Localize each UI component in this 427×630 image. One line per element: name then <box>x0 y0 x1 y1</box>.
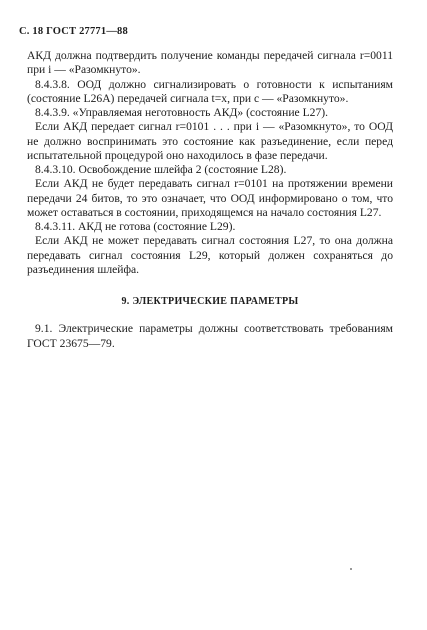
paragraph: АКД должна подтвердить получение команды передачей сигнала r=0011 при i — «Разомкнуто». <box>27 49 393 77</box>
paragraph: 8.4.3.9. «Управляемая неготовность АКД» (состояние L27). <box>35 106 329 119</box>
page-header: С. 18 ГОСТ 27771—88 <box>19 26 128 37</box>
scan-speck <box>350 568 352 570</box>
paragraph: Если АКД передает сигнал r=0101 . . . при i — «Разомкнуто», то ООД не должно воспринимать это состояние как разъединение, если перед испытательной процедурой оно находилось в фазе передачи. <box>27 120 393 162</box>
document-body <box>27 49 393 351</box>
paragraph: Если АКД не может передавать сигнал состояния L27, то она должна передавать сигнал состояния L29, который должен сохраняться до разъединения шлейфа. <box>27 234 393 276</box>
section-title: 9. ЭЛЕКТРИЧЕСКИЕ ПАРАМЕТРЫ <box>121 296 299 307</box>
paragraph: 9.1. Электрические параметры должны соответствовать требованиям ГОСТ 23675—79. <box>27 322 393 350</box>
paragraph: 8.4.3.11. АКД не готова (состояние L29). <box>35 220 236 233</box>
paragraph: 8.4.3.10. Освобождение шлейфа 2 (состояние L28). <box>35 163 287 176</box>
paragraph: 8.4.3.8. ООД должно сигнализировать о готовности к испытаниям (состояние L26A) передачей сигнала t=x, при c — «Разомкнуто». <box>27 77 393 105</box>
paragraph: Если АКД не будет передавать сигнал r=0101 на протяжении времени передачи 24 битов, то это означает, что ООД информировано о том, что может оставаться в состоянии, приходящемся на начало состояния L27. <box>27 177 393 219</box>
